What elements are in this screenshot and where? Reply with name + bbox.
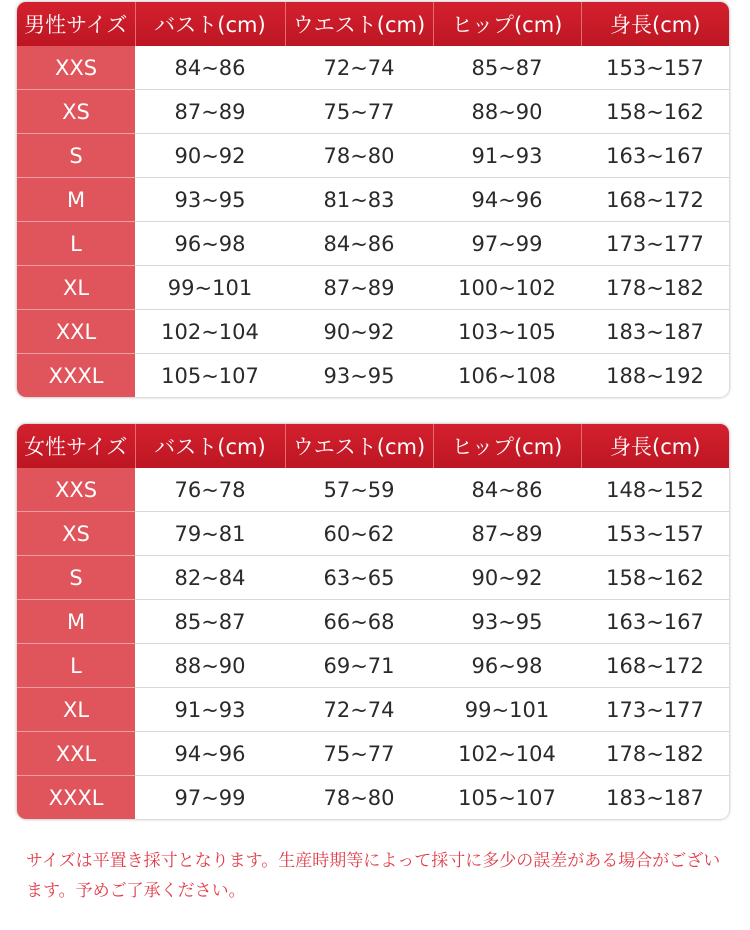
waist-cell: 72~74 xyxy=(285,46,433,90)
bust-cell: 96~98 xyxy=(135,222,285,266)
bust-cell: 91~93 xyxy=(135,688,285,732)
header-hip: ヒップ(cm) xyxy=(433,2,581,46)
bust-cell: 85~87 xyxy=(135,600,285,644)
hip-cell: 103~105 xyxy=(433,310,581,354)
women-size-table xyxy=(17,424,729,819)
bust-cell: 105~107 xyxy=(161,363,259,388)
size-cell: XXS xyxy=(17,46,135,90)
waist-cell: 78~80 xyxy=(323,785,395,810)
height-cell: 183~187 xyxy=(606,785,704,810)
hip-cell: 91~93 xyxy=(433,134,581,178)
hip-cell: 99~101 xyxy=(433,688,581,732)
height-cell: 153~157 xyxy=(581,512,729,556)
hip-cell: 87~89 xyxy=(433,512,581,556)
bust-cell: 84~86 xyxy=(135,46,285,90)
height-cell: 148~152 xyxy=(581,468,729,512)
header-height: 身長(cm) xyxy=(581,424,729,468)
waist-cell: 90~92 xyxy=(285,310,433,354)
bust-cell: 97~99 xyxy=(174,785,246,810)
table-row xyxy=(17,354,729,398)
hip-cell: 85~87 xyxy=(433,46,581,90)
table-row xyxy=(17,46,729,90)
height-cell: 158~162 xyxy=(581,556,729,600)
header-waist: ウエスト(cm) xyxy=(285,2,433,46)
table-row xyxy=(17,644,729,688)
waist-cell: 84~86 xyxy=(285,222,433,266)
waist-cell: 69~71 xyxy=(285,644,433,688)
measurement-note: サイズは平置き採寸となります。生産時期等によって採寸に多少の誤差がある場合がございます。予めご了承ください。 xyxy=(26,851,721,901)
table-row xyxy=(17,90,729,134)
bust-cell: 76~78 xyxy=(135,468,285,512)
table-row xyxy=(17,468,729,512)
bust-cell: 102~104 xyxy=(135,310,285,354)
header-size: 女性サイズ xyxy=(17,424,135,468)
height-cell: 163~167 xyxy=(581,134,729,178)
height-cell: 168~172 xyxy=(581,644,729,688)
table-row xyxy=(17,732,729,776)
table-row xyxy=(17,556,729,600)
height-cell: 153~157 xyxy=(581,46,729,90)
bust-cell: 88~90 xyxy=(135,644,285,688)
hip-cell: 88~90 xyxy=(433,90,581,134)
height-cell: 168~172 xyxy=(581,178,729,222)
hip-cell: 93~95 xyxy=(433,600,581,644)
hip-cell: 102~104 xyxy=(433,732,581,776)
size-cell: XXXL xyxy=(17,354,135,398)
height-cell: 178~182 xyxy=(581,732,729,776)
table-row xyxy=(17,512,729,556)
height-cell: 173~177 xyxy=(581,688,729,732)
height-cell: 183~187 xyxy=(581,310,729,354)
table-row xyxy=(17,688,729,732)
waist-cell: 66~68 xyxy=(285,600,433,644)
bust-cell: 94~96 xyxy=(135,732,285,776)
size-cell: XS xyxy=(17,90,135,134)
header-waist: ウエスト(cm) xyxy=(285,424,433,468)
size-cell: L xyxy=(17,644,135,688)
waist-cell: 93~95 xyxy=(323,363,395,388)
hip-cell: 100~102 xyxy=(433,266,581,310)
waist-cell: 78~80 xyxy=(285,134,433,178)
bust-cell: 93~95 xyxy=(135,178,285,222)
bust-cell: 99~101 xyxy=(135,266,285,310)
size-cell: XS xyxy=(17,512,135,556)
bust-cell: 87~89 xyxy=(135,90,285,134)
size-cell: XXL xyxy=(17,310,135,354)
size-cell: XL xyxy=(17,266,135,310)
waist-cell: 75~77 xyxy=(285,90,433,134)
table-row xyxy=(17,600,729,644)
header-bust: バスト(cm) xyxy=(135,424,285,468)
header-height: 身長(cm) xyxy=(581,2,729,46)
waist-cell: 75~77 xyxy=(285,732,433,776)
waist-cell: 57~59 xyxy=(285,468,433,512)
height-cell: 178~182 xyxy=(581,266,729,310)
header-bust: バスト(cm) xyxy=(135,2,285,46)
size-cell: S xyxy=(17,556,135,600)
header-hip: ヒップ(cm) xyxy=(433,424,581,468)
table-row xyxy=(17,310,729,354)
height-cell: 158~162 xyxy=(581,90,729,134)
hip-cell: 84~86 xyxy=(433,468,581,512)
table-row xyxy=(17,134,729,178)
hip-cell: 97~99 xyxy=(433,222,581,266)
bust-cell: 79~81 xyxy=(135,512,285,556)
size-cell: XXXL xyxy=(17,776,135,820)
bust-cell: 82~84 xyxy=(135,556,285,600)
waist-cell: 63~65 xyxy=(285,556,433,600)
hip-cell: 96~98 xyxy=(433,644,581,688)
table-row xyxy=(17,222,729,266)
size-cell: M xyxy=(17,178,135,222)
table-row xyxy=(17,178,729,222)
men-size-table-container xyxy=(17,2,729,397)
height-cell: 173~177 xyxy=(581,222,729,266)
height-cell: 163~167 xyxy=(581,600,729,644)
table-header-row xyxy=(17,2,729,46)
height-cell: 188~192 xyxy=(606,363,704,388)
size-cell: XL xyxy=(17,688,135,732)
header-size: 男性サイズ xyxy=(17,2,135,46)
size-cell: M xyxy=(17,600,135,644)
size-cell: XXL xyxy=(17,732,135,776)
table-header-row xyxy=(17,424,729,468)
size-cell: L xyxy=(17,222,135,266)
hip-cell: 106~108 xyxy=(458,363,556,388)
waist-cell: 72~74 xyxy=(285,688,433,732)
men-size-table xyxy=(17,2,729,397)
table-row xyxy=(17,266,729,310)
size-cell: S xyxy=(17,134,135,178)
bust-cell: 90~92 xyxy=(135,134,285,178)
waist-cell: 81~83 xyxy=(285,178,433,222)
hip-cell: 94~96 xyxy=(433,178,581,222)
size-cell: XXS xyxy=(17,468,135,512)
waist-cell: 60~62 xyxy=(285,512,433,556)
hip-cell: 105~107 xyxy=(458,785,556,810)
women-size-table-container xyxy=(17,424,729,819)
table-row xyxy=(17,776,729,820)
hip-cell: 90~92 xyxy=(433,556,581,600)
waist-cell: 87~89 xyxy=(285,266,433,310)
